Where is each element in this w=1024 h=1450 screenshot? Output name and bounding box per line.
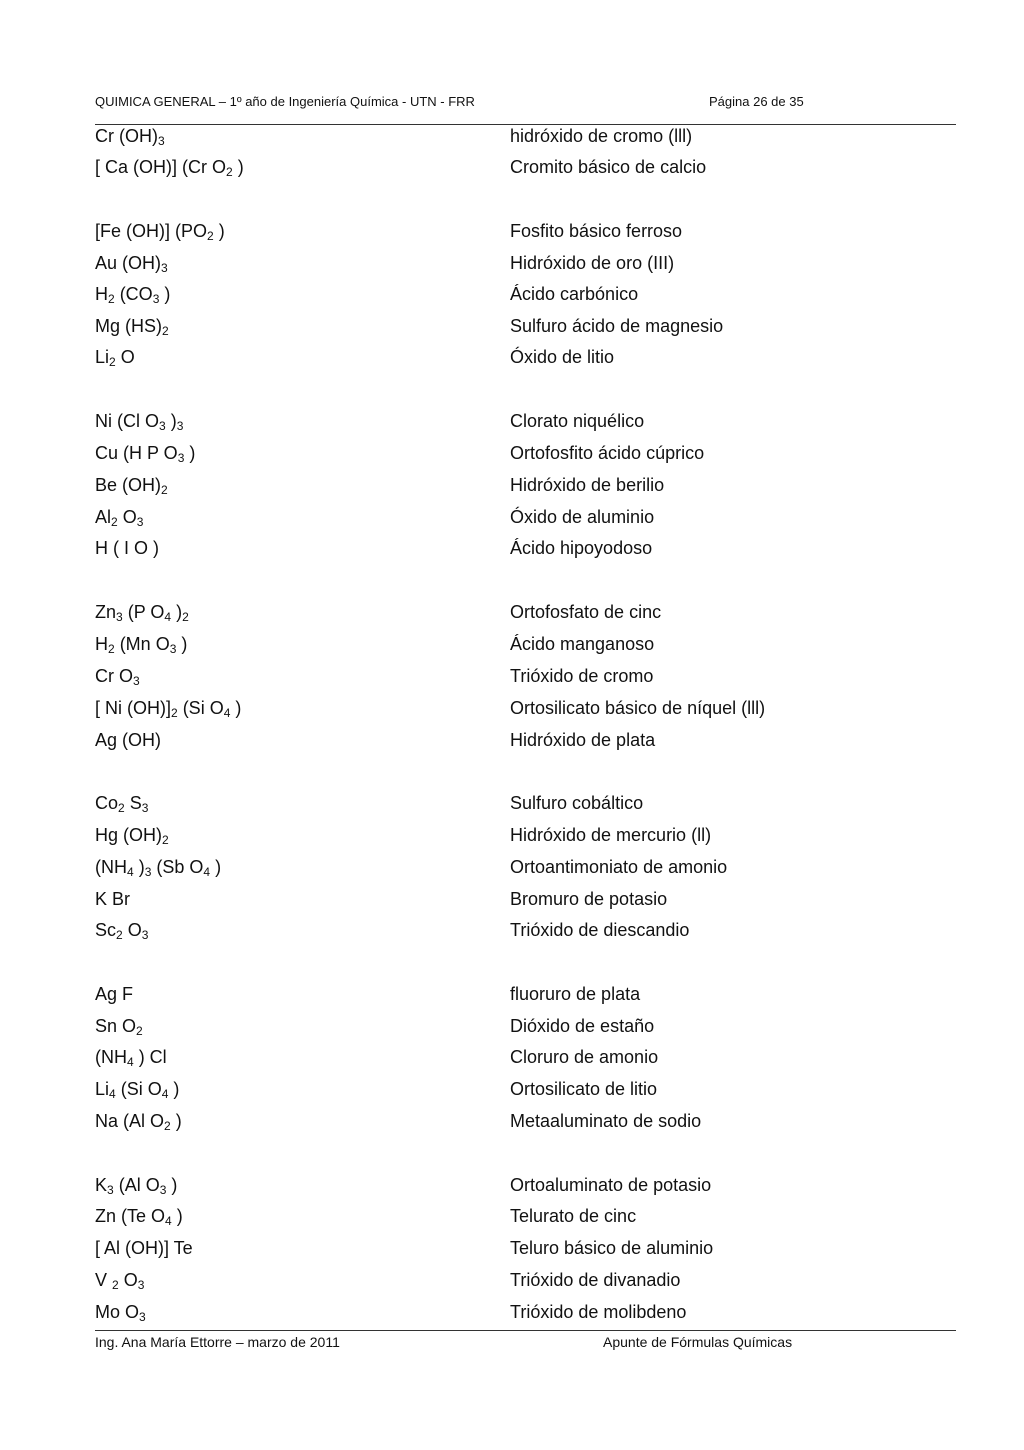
formula-subscript: 2 xyxy=(116,928,123,942)
formula-subscript: 2 xyxy=(112,1278,119,1292)
formula-subscript: 2 xyxy=(207,229,214,243)
formula-text: (P O xyxy=(122,602,165,622)
footer-rule xyxy=(95,1330,956,1331)
formula-cell xyxy=(95,1173,177,1197)
compound-name-cell: Hidróxido de plata xyxy=(510,730,656,750)
formula-text: ) xyxy=(210,857,222,877)
formula-text: (CO xyxy=(114,284,153,304)
formula-text: Be (OH) xyxy=(95,475,162,495)
formula-cell xyxy=(95,1045,167,1069)
formula-text: Sc xyxy=(95,920,117,940)
formula-text: (NH xyxy=(95,1047,127,1067)
formula-subscript: 2 xyxy=(118,801,125,815)
formula-text: O xyxy=(117,507,137,527)
compound-name-cell: Ortosilicato básico de níquel (lll) xyxy=(510,698,766,718)
table-row xyxy=(95,1204,956,1228)
formula-text: H ( I O ) xyxy=(95,538,159,558)
compound-name-cell: Dióxido de estaño xyxy=(510,1016,655,1036)
compound-name-cell: Clorato niquélico xyxy=(510,411,645,431)
table-row xyxy=(95,823,956,847)
formula-text: S xyxy=(124,793,142,813)
formula-cell xyxy=(95,314,169,338)
formula-subscript: 3 xyxy=(169,642,177,656)
formula-text: ) Cl xyxy=(133,1047,167,1067)
formula-cell xyxy=(95,791,148,815)
formula-text: ) xyxy=(176,634,188,654)
compound-name-cell: Sulfuro cobáltico xyxy=(510,793,644,813)
formula-cell xyxy=(95,345,135,369)
formula-text: K xyxy=(95,1175,108,1195)
formula-subscript: 2 xyxy=(162,324,169,338)
compound-name-cell: Ácido manganoso xyxy=(510,634,655,654)
formula-text: ) xyxy=(184,443,196,463)
table-row xyxy=(95,441,956,465)
formula-text: ) xyxy=(168,1079,180,1099)
formula-cell xyxy=(95,251,168,275)
compound-name-cell: Ortofosfito ácido cúprico xyxy=(510,443,705,463)
formula-text: Ag F xyxy=(95,984,134,1004)
formula-text: Au (OH) xyxy=(95,253,162,273)
compound-name-cell: Óxido de litio xyxy=(510,347,615,367)
formula-text: [ Al (OH)] Te xyxy=(95,1238,193,1258)
formula-cell xyxy=(95,1077,179,1101)
formula-text: Sn O xyxy=(95,1016,137,1036)
formula-subscript: 3 xyxy=(144,865,152,879)
compound-name-cell: Ortofosfato de cinc xyxy=(510,602,662,622)
table-row xyxy=(95,918,956,942)
formula-cell xyxy=(95,887,130,911)
formula-subscript: 4 xyxy=(109,1087,116,1101)
formula-subscript: 2 xyxy=(136,1024,143,1038)
formula-subscript: 4 xyxy=(127,865,134,879)
formula-text: Cr (OH) xyxy=(95,126,158,146)
formula-subscript: 2 xyxy=(109,355,116,369)
formula-cell xyxy=(95,823,169,847)
formula-cell xyxy=(95,1268,144,1292)
formula-subscript: 3 xyxy=(137,1278,145,1292)
compound-name-cell: Hidróxido de berilio xyxy=(510,475,665,495)
formula-text: Zn (Te O xyxy=(95,1206,166,1226)
formula-cell xyxy=(95,1204,183,1228)
formula-subscript: 4 xyxy=(164,610,172,624)
formula-text: Na (Al O xyxy=(95,1111,165,1131)
formula-text: (Sb O xyxy=(151,857,204,877)
compound-name-cell: Trióxido de divanadio xyxy=(510,1270,681,1290)
formula-subscript: 4 xyxy=(223,706,231,720)
table-row xyxy=(95,314,956,338)
formula-subscript: 3 xyxy=(107,1183,114,1197)
formula-text: Cu (H P O xyxy=(95,443,178,463)
formula-subscript: 2 xyxy=(108,642,115,656)
formula-text: Ni (Cl O xyxy=(95,411,159,431)
formula-cell xyxy=(95,855,221,879)
compound-name-cell: Teluro básico de aluminio xyxy=(510,1238,714,1258)
table-row xyxy=(95,345,956,369)
page-header xyxy=(95,94,956,118)
formula-cell xyxy=(95,505,143,529)
compound-name-cell: Trióxido de cromo xyxy=(510,666,654,686)
formula-subscript: 2 xyxy=(164,1119,171,1133)
formula-subscript: 3 xyxy=(136,515,144,529)
formula-cell xyxy=(95,219,225,243)
table-row xyxy=(95,155,956,179)
formula-text: [ Ca (OH)] (Cr O xyxy=(95,157,226,177)
formula-cell xyxy=(95,1109,182,1133)
table-row xyxy=(95,409,956,433)
compound-name-cell: Fosfito básico ferroso xyxy=(510,221,683,241)
formula-subscript: 2 xyxy=(171,706,178,720)
formula-subscript: 4 xyxy=(161,1087,169,1101)
formula-subscript: 3 xyxy=(177,451,185,465)
table-row xyxy=(95,855,956,879)
formula-cell xyxy=(95,1236,193,1260)
compound-name-cell: fluoruro de plata xyxy=(510,984,641,1004)
table-row xyxy=(95,505,956,529)
table-row xyxy=(95,1045,956,1069)
formula-text: ) xyxy=(171,602,183,622)
table-row xyxy=(95,124,956,148)
formula-text: O xyxy=(122,920,142,940)
compound-name-cell: Telurato de cinc xyxy=(510,1206,637,1226)
footer-document-title: Apunte de Fórmulas Químicas xyxy=(603,1334,793,1350)
formula-subscript: 4 xyxy=(165,1214,172,1228)
formula-text: Co xyxy=(95,793,119,813)
table-row xyxy=(95,887,956,911)
formula-text: ) xyxy=(133,857,145,877)
compound-name-cell: Ácido carbónico xyxy=(510,284,639,304)
formula-text: ) xyxy=(166,1175,178,1195)
compound-name-cell: Hidróxido de oro (III) xyxy=(510,253,675,273)
table-row xyxy=(95,664,956,688)
formula-text: ) xyxy=(159,284,171,304)
table-row xyxy=(95,1173,956,1197)
formula-cell xyxy=(95,124,165,148)
formula-cell xyxy=(95,1014,143,1038)
compound-name-cell: Metaaluminato de sodio xyxy=(510,1111,702,1131)
formula-text: (Si O xyxy=(115,1079,162,1099)
compound-name-cell: Ortoantimoniato de amonio xyxy=(510,857,728,877)
formula-text: ) xyxy=(170,1111,182,1131)
formula-cell xyxy=(95,918,148,942)
formula-text: Cr O xyxy=(95,666,133,686)
formula-cell xyxy=(95,282,170,306)
formula-text: [ Ni (OH)] xyxy=(95,698,171,718)
formula-cell xyxy=(95,982,133,1006)
table-row xyxy=(95,251,956,275)
compound-name-cell: Ortosilicato de litio xyxy=(510,1079,658,1099)
formula-text: [Fe (OH)] (PO xyxy=(95,221,207,241)
table-row xyxy=(95,536,956,560)
formula-text: Hg (OH) xyxy=(95,825,162,845)
formula-text: ) xyxy=(165,411,177,431)
compound-name-cell: Óxido de aluminio xyxy=(510,507,655,527)
table-row xyxy=(95,632,956,656)
formula-subscript: 3 xyxy=(159,419,166,433)
formula-text: ) xyxy=(213,221,225,241)
formula-text: ) xyxy=(232,157,244,177)
formula-text: ) xyxy=(230,698,242,718)
compound-name-cell: Hidróxido de mercurio (ll) xyxy=(510,825,712,845)
formula-text: O xyxy=(118,1270,138,1290)
formula-subscript: 3 xyxy=(116,610,123,624)
formula-text: Zn xyxy=(95,602,117,622)
formula-cell xyxy=(95,600,189,624)
formula-subscript: 3 xyxy=(141,801,149,815)
formula-text: Li xyxy=(95,347,110,367)
formula-text: Mg (HS) xyxy=(95,316,162,336)
formula-text: O xyxy=(115,347,135,367)
formula-subscript: 3 xyxy=(152,292,160,306)
table-row xyxy=(95,1268,956,1292)
formula-text: H xyxy=(95,634,108,654)
formula-text: (NH xyxy=(95,857,127,877)
header-course-title: QUIMICA GENERAL – 1º año de Ingeniería Química - UTN - FRR xyxy=(95,94,475,109)
formula-text: V xyxy=(95,1270,113,1290)
formula-subscript: 3 xyxy=(176,419,184,433)
table-row xyxy=(95,1300,956,1324)
formula-text: Al xyxy=(95,507,112,527)
formula-subscript: 3 xyxy=(133,674,140,688)
formula-subscript: 2 xyxy=(226,165,233,179)
formula-text: Li xyxy=(95,1079,110,1099)
formula-subscript: 2 xyxy=(162,833,169,847)
table-row xyxy=(95,1077,956,1101)
formula-cell xyxy=(95,664,140,688)
formula-subscript: 3 xyxy=(141,928,149,942)
formula-subscript: 3 xyxy=(161,261,168,275)
table-row xyxy=(95,282,956,306)
formula-subscript: 3 xyxy=(159,1183,167,1197)
formula-text: H xyxy=(95,284,108,304)
formula-cell xyxy=(95,155,244,179)
formula-cell xyxy=(95,696,241,720)
table-row xyxy=(95,728,956,752)
compound-name-cell: Trióxido de diescandio xyxy=(510,920,690,940)
page-footer xyxy=(95,1334,956,1356)
compound-name-cell: Cromito básico de calcio xyxy=(510,157,707,177)
compound-name-cell: Trióxido de molibdeno xyxy=(510,1302,687,1322)
formula-text: Ag (OH) xyxy=(95,730,162,750)
formula-cell xyxy=(95,409,183,433)
formula-cell xyxy=(95,536,159,560)
table-row xyxy=(95,696,956,720)
formula-subscript: 3 xyxy=(157,134,165,148)
footer-author: Ing. Ana María Ettorre – marzo de 2011 xyxy=(95,1334,340,1350)
table-row xyxy=(95,473,956,497)
table-row xyxy=(95,1014,956,1038)
table-row xyxy=(95,982,956,1006)
formula-subscript: 4 xyxy=(203,865,211,879)
formula-subscript: 4 xyxy=(127,1055,134,1069)
formula-text: ) xyxy=(171,1206,183,1226)
compound-name-cell: Sulfuro ácido de magnesio xyxy=(510,316,724,336)
formula-cell xyxy=(95,632,187,656)
formula-subscript: 2 xyxy=(161,483,168,497)
formula-text: Mo O xyxy=(95,1302,140,1322)
table-row xyxy=(95,219,956,243)
compound-name-cell: Cloruro de amonio xyxy=(510,1047,659,1067)
compound-name-cell: hidróxido de cromo (lll) xyxy=(510,126,693,146)
formula-subscript: 2 xyxy=(111,515,118,529)
formula-text: (Mn O xyxy=(114,634,170,654)
formula-cell xyxy=(95,728,161,752)
formula-cell xyxy=(95,473,168,497)
table-row xyxy=(95,600,956,624)
formula-text: K Br xyxy=(95,889,131,909)
formula-subscript: 2 xyxy=(108,292,115,306)
formula-text: (Si O xyxy=(177,698,224,718)
compound-name-cell: Bromuro de potasio xyxy=(510,889,668,909)
table-row xyxy=(95,1236,956,1260)
formula-cell xyxy=(95,1300,146,1324)
header-page-number: Página 26 de 35 xyxy=(709,94,804,109)
compound-name-cell: Ácido hipoyodoso xyxy=(510,538,653,558)
formula-cell xyxy=(95,441,195,465)
formula-text: (Al O xyxy=(113,1175,160,1195)
formula-subscript: 2 xyxy=(182,610,189,624)
table-row xyxy=(95,791,956,815)
compound-name-cell: Ortoaluminato de potasio xyxy=(510,1175,712,1195)
formula-subscript: 3 xyxy=(139,1310,146,1324)
table-row xyxy=(95,1109,956,1133)
